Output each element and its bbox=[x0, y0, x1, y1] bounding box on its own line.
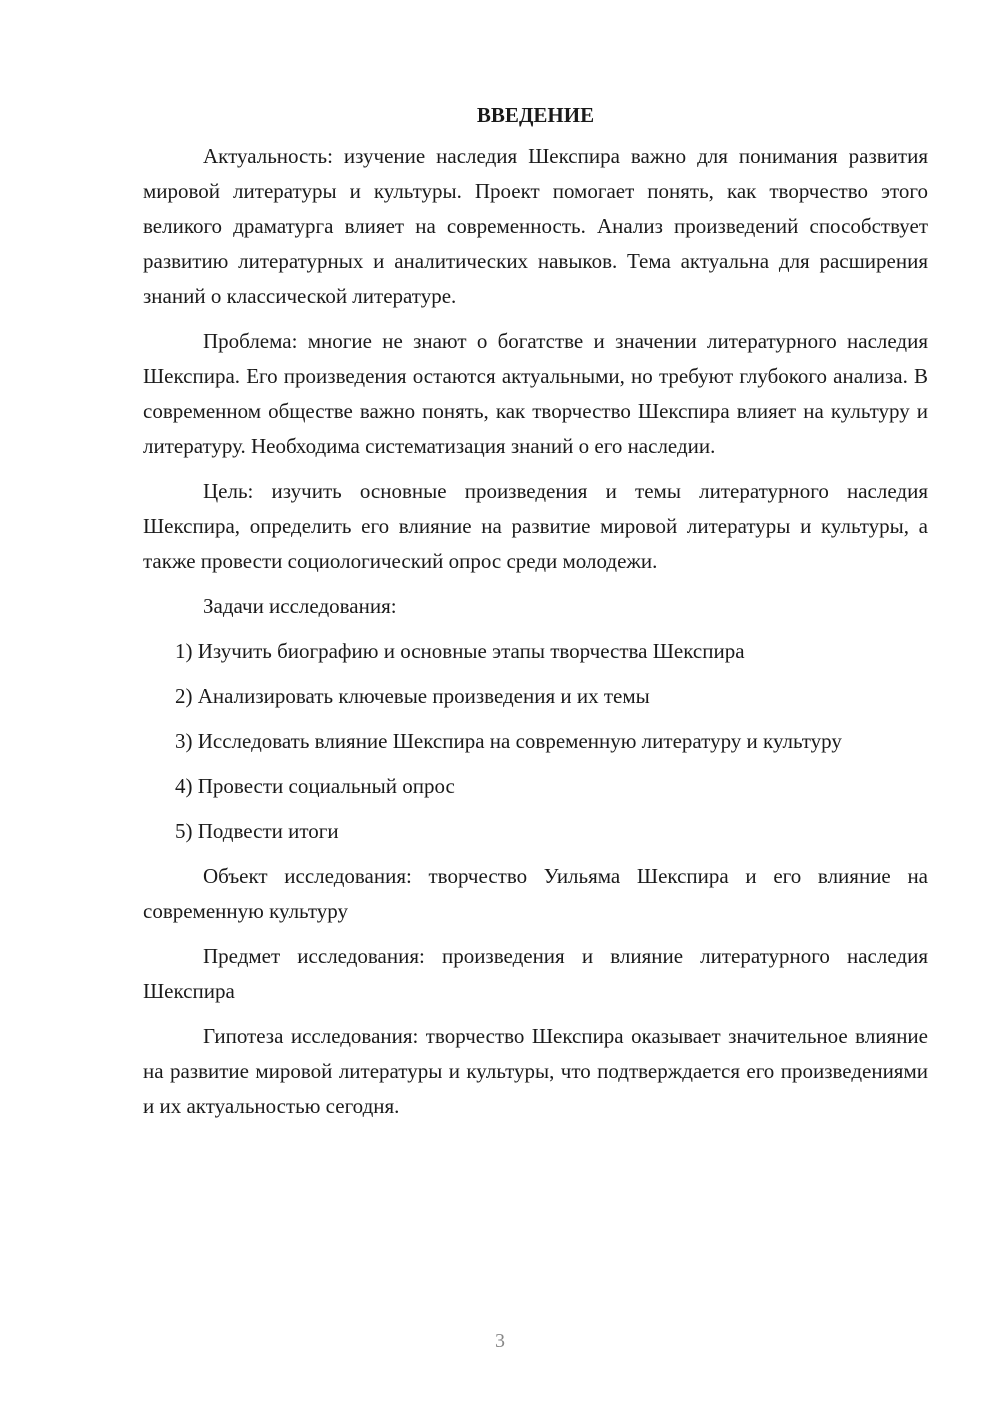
goal-paragraph: Цель: изучить основные произведения и темы литературного наследия Шекспира, определить его влияние на развитие мировой литературы и культуры, а также провести социологический опрос среди молодежи. bbox=[143, 479, 928, 573]
task-item: 2) Анализировать ключевые произведения и их темы bbox=[175, 684, 650, 708]
page-title: ВВЕДЕНИЕ bbox=[476, 103, 595, 127]
page-number: 3 bbox=[495, 1330, 505, 1352]
tasks-heading: Задачи исследования: bbox=[203, 594, 397, 618]
task-item: 1) Изучить биографию и основные этапы творчества Шекспира bbox=[175, 639, 745, 663]
relevance-paragraph: Актуальность: изучение наследия Шекспира важно для понимания развития мировой литературы и культуры. Проект помогает понять, как творчество этого великого драматурга влияет на современность. Анализ произведений способствует развитию литературных и аналитических навыков. Тема актуальна для расширения знаний о классической литературе. bbox=[143, 144, 928, 308]
task-item: 4) Провести социальный опрос bbox=[175, 774, 455, 798]
object-paragraph: Объект исследования: творчество Уильяма Шекспира и его влияние на современную культуру bbox=[143, 864, 928, 923]
problem-paragraph: Проблема: многие не знают о богатстве и значении литературного наследия Шекспира. Его произведения остаются актуальными, но требуют глубокого анализа. В современном обществе важно понять, как творчество Шекспира влияет на культуру и литературу. Необходима систематизация знаний о его наследии. bbox=[143, 329, 928, 458]
task-item: 3) Исследовать влияние Шекспира на современную литературу и культуру bbox=[175, 729, 842, 753]
task-item: 5) Подвести итоги bbox=[175, 819, 339, 843]
document-page bbox=[143, 98, 928, 1134]
subject-paragraph: Предмет исследования: произведения и влияние литературного наследия Шекспира bbox=[143, 944, 928, 1003]
hypothesis-paragraph: Гипотеза исследования: творчество Шекспира оказывает значительное влияние на развитие мировой литературы и культуры, что подтверждается его произведениями и их актуальностью сегодня. bbox=[143, 1024, 928, 1118]
